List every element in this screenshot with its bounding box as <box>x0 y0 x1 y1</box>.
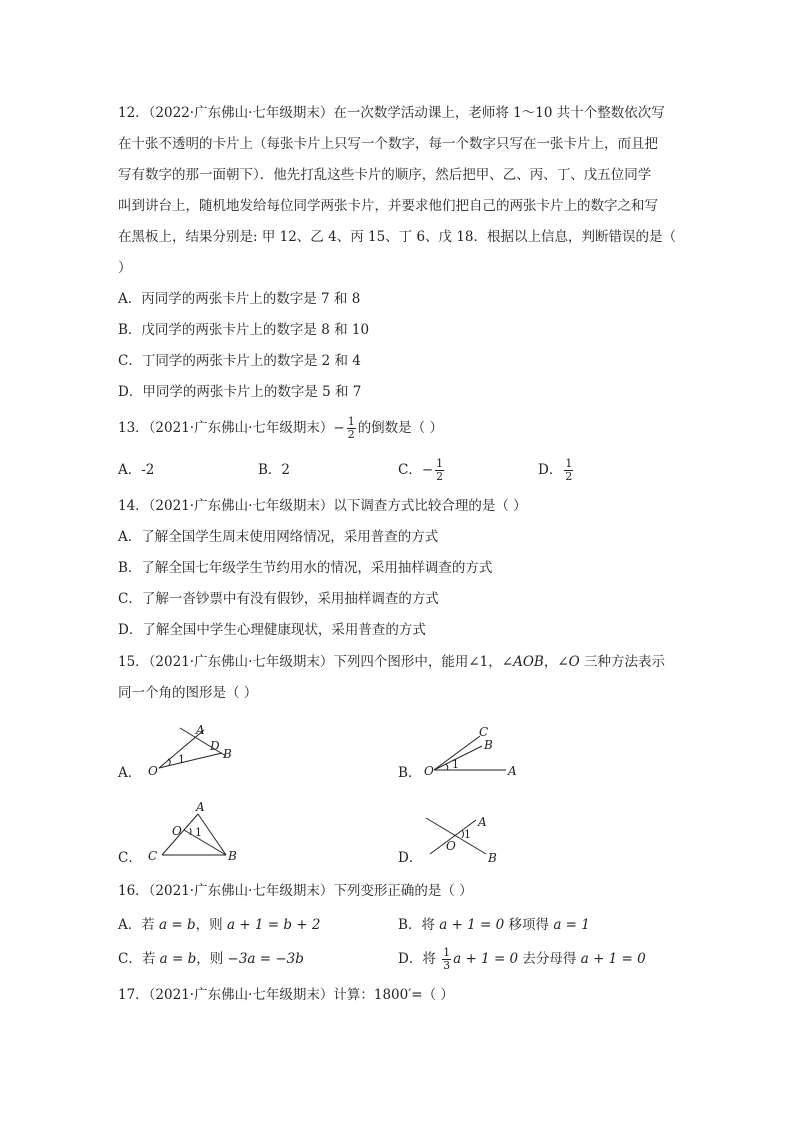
q12-line: 12．（2022·广东佛山·七年级期末）在一次数学活动课上，老师将 1～10 共十个整数依次写 <box>118 105 665 121</box>
math-expression: a + 1 = 0 <box>580 951 646 967</box>
q14-stem: 14．（2021·广东佛山·七年级期末）以下调查方式比较合理的是（ ） <box>118 498 527 514</box>
q16-option-a <box>118 910 321 941</box>
math-expression: a + 1 = 0 <box>453 951 519 967</box>
q13-prefix: 13．（2021·广东佛山·七年级期末） <box>118 420 334 436</box>
q13-minus: − <box>333 420 345 436</box>
point-o-label: O <box>172 824 182 838</box>
q15-option-c-label: C． <box>118 850 142 866</box>
option-text: A．若 <box>118 917 160 933</box>
option-text: 去分母得 <box>518 951 581 967</box>
q12-line: ） <box>118 260 132 276</box>
point-a-label: A <box>196 800 205 814</box>
segment-ab <box>198 814 226 855</box>
question-14 <box>118 491 678 646</box>
figure-b <box>420 718 540 783</box>
q12-option-b: B．戊同学的两张卡片上的数字是 8 和 10 <box>118 322 370 338</box>
q15-option-b-label: B． <box>398 765 422 781</box>
q17-stem: 17．（2021·广东佛山·七年级期末）计算：1800′=（ ） <box>118 987 454 1003</box>
q15-stem-line-2: 同一个角的图形是（ ） <box>118 685 258 701</box>
point-c-label: C <box>148 849 158 863</box>
point-a-label: A <box>196 723 205 737</box>
figure-a <box>140 718 250 783</box>
point-b-label: B <box>484 738 493 752</box>
angle-aob: AOB <box>513 654 544 670</box>
point-o-label: O <box>446 839 456 853</box>
q12-line: 写有数字的那一面朝下）．他先打乱这些卡片的顺序，然后把甲、乙、丙、丁、戊五位同学 <box>118 167 652 183</box>
option-text: ，则 <box>195 917 227 933</box>
fraction-denominator: 2 <box>347 428 355 441</box>
q15-text: 15．（2021·广东佛山·七年级期末）下列四个图形中，能用∠1，∠ <box>118 654 514 670</box>
q13-suffix: 的倒数是（ ） <box>357 420 443 436</box>
q14-option-d: D．了解全国中学生心理健康现状，采用普查的方式 <box>118 622 426 638</box>
angle-o: O <box>568 654 580 670</box>
point-b-label: B <box>223 747 232 761</box>
figure-c <box>140 798 250 866</box>
q16-option-d <box>398 944 646 975</box>
question-12 <box>118 98 678 408</box>
fraction-numerator: 1 <box>443 946 451 959</box>
q15-option-d-label: D． <box>398 850 423 866</box>
angle-1-label: 1 <box>195 826 202 839</box>
fraction-denominator: 3 <box>443 959 451 972</box>
q14-option-b: B．了解全国七年级学生节约用水的情况，采用抽样调查的方式 <box>118 560 493 576</box>
point-a-label: A <box>508 764 517 778</box>
fraction-numerator: 1 <box>347 415 355 428</box>
math-expression: a = b <box>159 917 196 933</box>
option-text: C．若 <box>118 951 160 967</box>
option-d-fraction <box>564 458 573 483</box>
angle-1-label: 1 <box>464 828 471 841</box>
fraction-numerator: 1 <box>436 457 444 470</box>
option-d-fraction <box>442 947 451 972</box>
option-text: 移项得 <box>504 917 554 933</box>
fraction-denominator: 2 <box>436 470 444 483</box>
q13-option-a: A．-2 <box>118 462 155 478</box>
q12-option-a: A．丙同学的两张卡片上的数字是 7 和 8 <box>118 291 361 307</box>
math-expression: a = b <box>159 951 197 967</box>
point-b-label: B <box>488 851 497 865</box>
q13-option-c <box>398 455 446 486</box>
q12-option-c: C．丁同学的两张卡片上的数字是 2 和 4 <box>118 353 361 369</box>
q15-stem-line-1 <box>118 647 678 678</box>
q13-stem <box>118 413 443 444</box>
q12-line: 在十张不透明的卡片上（每张卡片上只写一个数字，每一个数字只写在一张卡片上，而且把 <box>118 136 658 152</box>
q12-option-d: D．甲同学的两张卡片上的数字是 5 和 7 <box>118 384 362 400</box>
q16-stem: 16．（2021·广东佛山·七年级期末）下列变形正确的是（ ） <box>118 883 473 899</box>
math-expression: −3a = −3b <box>227 951 304 967</box>
question-15 <box>118 647 678 709</box>
math-expression: a = 1 <box>553 917 590 933</box>
option-c-fraction <box>435 458 444 483</box>
fraction-numerator: 1 <box>565 457 573 470</box>
option-label: C． <box>398 462 422 478</box>
fraction-denominator: 2 <box>565 470 573 483</box>
q13-fraction <box>347 416 356 441</box>
angle-1-label: 1 <box>178 753 185 766</box>
point-a-label: A <box>478 815 487 829</box>
math-expression: a + 1 = 0 <box>439 917 505 933</box>
q12-line: 叫到讲台上，随机地发给每位同学两张卡片，并要求他们把自己的两张卡片上的数字之和写 <box>118 198 658 214</box>
option-label: D． <box>538 462 563 478</box>
q14-option-c: C．了解一沓钞票中有没有假钞，采用抽样调查的方式 <box>118 591 439 607</box>
angle-arc <box>190 828 191 835</box>
option-text: B．将 <box>398 917 440 933</box>
q15-option-a-label: A． <box>118 765 142 781</box>
q15-text: ，∠ <box>543 654 569 670</box>
figure-d <box>420 810 530 868</box>
option-text: D．将 <box>398 951 441 967</box>
math-expression: a + 1 = b + 2 <box>226 917 321 933</box>
option-text: ，则 <box>196 951 228 967</box>
q13-option-d <box>538 455 575 486</box>
line-ob <box>426 818 486 854</box>
q12-line: 在黑板上，结果分别是: 甲 12、乙 4、丙 15、丁 6、戊 18．根据以上信息，判断错误的是（ <box>118 229 677 245</box>
point-o-label: O <box>424 764 434 778</box>
point-d-label: D <box>210 739 220 753</box>
point-c-label: C <box>479 725 489 739</box>
q13-option-b: B．2 <box>258 462 291 478</box>
q14-option-a: A．了解全国学生周末使用网络情况，采用普查的方式 <box>118 529 439 545</box>
point-b-label: B <box>228 849 237 863</box>
point-o-label: O <box>148 764 158 778</box>
q15-text: 三种方法表示 <box>579 654 666 670</box>
q16-option-c <box>118 944 304 975</box>
q16-option-b <box>398 910 590 941</box>
angle-arc <box>446 764 448 770</box>
minus-sign: − <box>421 462 434 478</box>
angle-1-label: 1 <box>452 758 459 771</box>
